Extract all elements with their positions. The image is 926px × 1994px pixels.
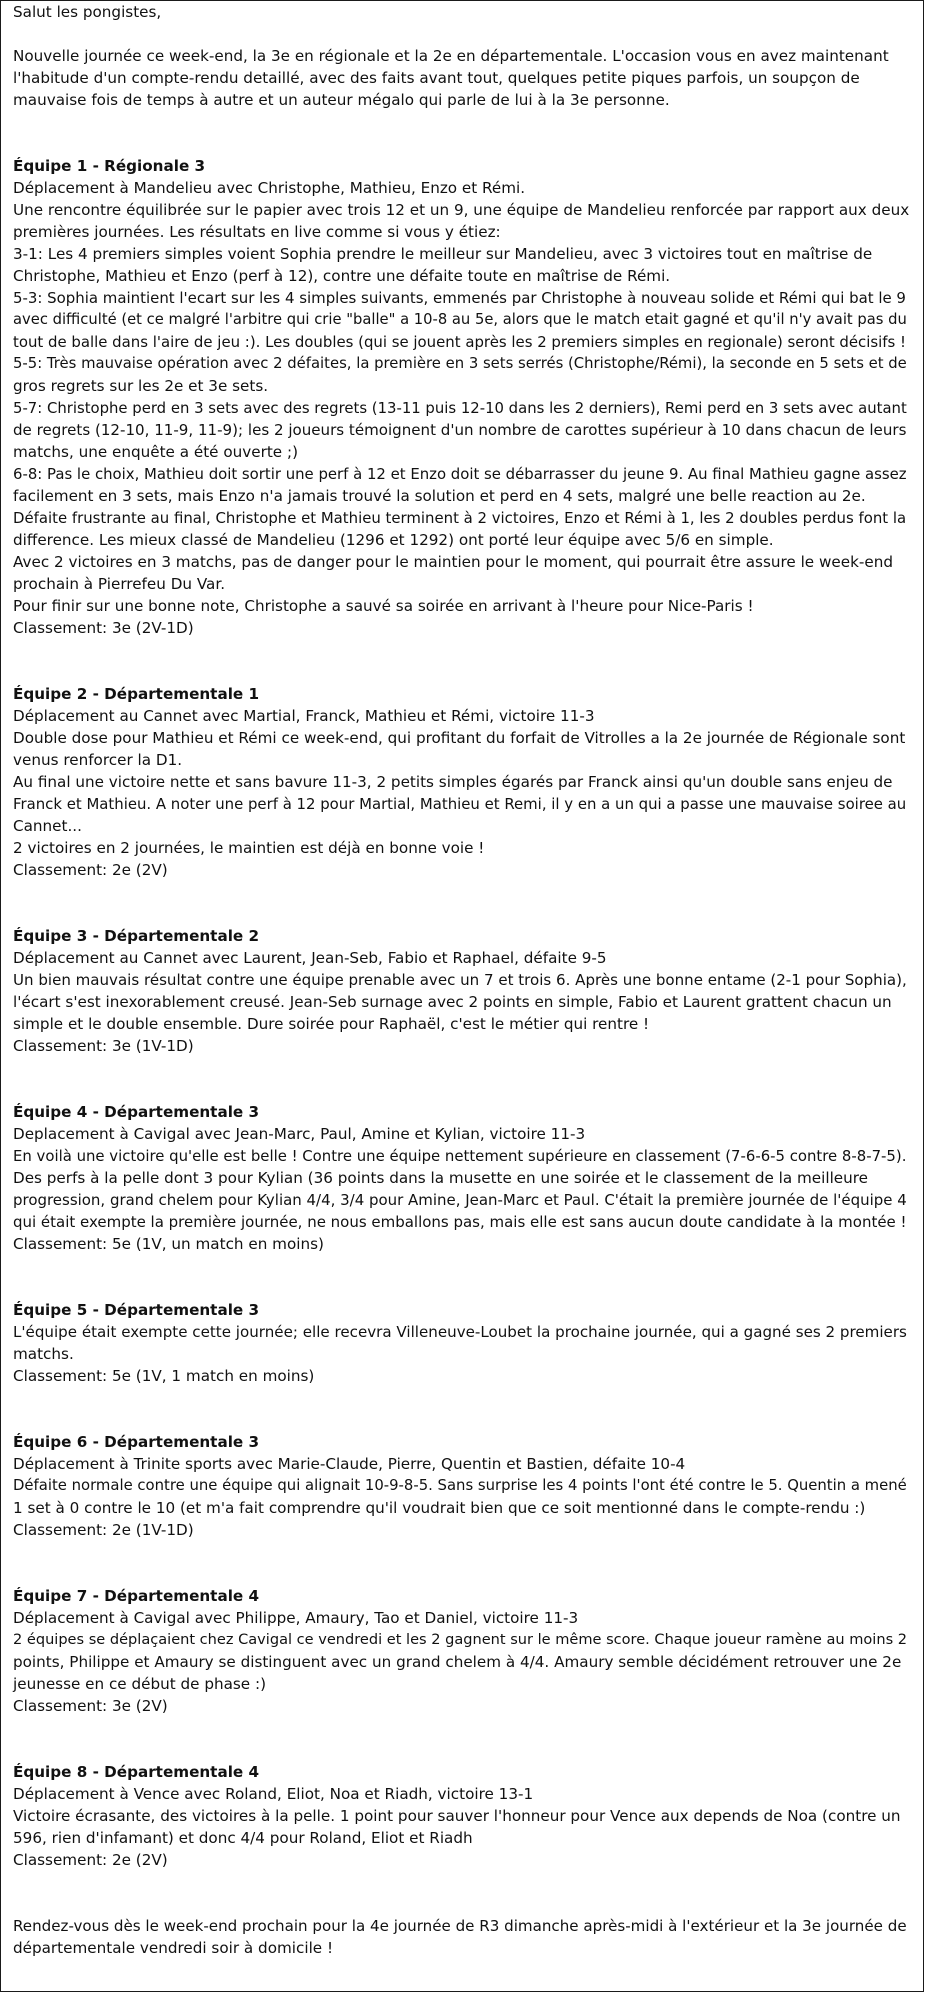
team-line: Défaite normale contre une équipe qui alignait 10-9-8-5. Sans surprise les 4 points l'ont été contre le 5. Quentin a mené — [13, 1477, 907, 1494]
team-title: Équipe 3 - Départementale 2 — [13, 927, 260, 945]
team-line: qui était exempte la première journée, ne nous emballons pas, mais elle est sans aucun doute candidate à la montée ! — [13, 1213, 907, 1231]
team-title: Équipe 4 - Départementale 3 — [13, 1103, 260, 1121]
team-line: Deplacement à Cavigal avec Jean-Marc, Paul, Amine et Kylian, victoire 11-3 — [13, 1125, 586, 1143]
team-section-8 — [13, 1761, 911, 1871]
team-line: progression, grand chelem pour Kylian 4/4, 3/4 pour Amine, Jean-Marc et Paul. C'était la première journée de l'équipe 4 — [13, 1191, 907, 1209]
team-line: Défaite frustrante au final, Christophe et Mathieu terminent à 2 victoires, Enzo et Rémi à 1, les 2 doubles perdus font la — [13, 509, 907, 527]
team-title: Équipe 1 - Régionale 3 — [13, 157, 206, 175]
team-line: simple et le double ensemble. Dure soirée pour Raphaël, c'est le métier qui rentre ! — [13, 1015, 650, 1033]
team-title: Équipe 2 - Départementale 1 — [13, 685, 260, 703]
team-section-7 — [13, 1585, 911, 1717]
team-line: 2 équipes se déplaçaient chez Cavigal ce vendredi et les 2 gagnent sur le même score. Chaque joueur ramène au moins 2 — [13, 1631, 908, 1648]
team-line: premières journées. Les résultats en live comme si vous y étiez: — [13, 223, 501, 241]
team-line: 3-1: Les 4 premiers simples voient Sophia prendre le meilleur sur Mandelieu, avec 3 victoires tout en maîtrise de — [13, 245, 873, 263]
team-line: Déplacement à Mandelieu avec Christophe, Mathieu, Enzo et Rémi. — [13, 179, 526, 197]
team-line: Déplacement à Vence avec Roland, Eliot, Noa et Riadh, victoire 13-1 — [13, 1785, 534, 1803]
report-body — [1, 1, 923, 1959]
team-line: Double dose pour Mathieu et Rémi ce week-end, qui profitant du forfait de Vitrolles a la 2e journée de Régionale sont — [13, 729, 906, 747]
team-line: 2 victoires en 2 journées, le maintien est déjà en bonne voie ! — [13, 839, 485, 857]
team-title: Équipe 8 - Départementale 4 — [13, 1763, 260, 1781]
team-ranking: Classement: 2e (2V) — [13, 1851, 168, 1869]
team-line: Déplacement au Cannet avec Laurent, Jean-Seb, Fabio et Raphael, défaite 9-5 — [13, 949, 607, 967]
team-line: Christophe, Mathieu et Enzo (perf à 12), contre une défaite toute en maîtrise de Rémi. — [13, 267, 671, 285]
team-line: prochain à Pierrefeu Du Var. — [13, 575, 226, 593]
team-line: 6-8: Pas le choix, Mathieu doit sortir une perf à 12 et Enzo doit se débarrasser du jeune 9. Au final Mathieu gagne assez — [13, 465, 907, 483]
closing-line: départementale vendredi soir à domicile ! — [13, 1939, 334, 1957]
team-title: Équipe 5 - Départementale 3 — [13, 1301, 260, 1319]
team-line: Pour finir sur une bonne note, Christophe a sauvé sa soirée en arrivant à l'heure pour Nice-Paris ! — [13, 597, 754, 615]
team-line: Un bien mauvais résultat contre une équipe prenable avec un 7 et trois 6. Après une bonne entame (2-1 pour Sophia), — [13, 971, 907, 989]
team-line: venus renforcer la D1. — [13, 751, 183, 769]
team-section-1 — [13, 155, 911, 639]
team-ranking: Classement: 3e (2V) — [13, 1697, 168, 1715]
team-line: gros regrets sur les 2e et 3e sets. — [13, 377, 269, 395]
team-line: Au final une victoire nette et sans bavure 11-3, 2 petits simples égarés par Franck ainsi qu'un double sans enjeu de — [13, 773, 893, 791]
team-line: 596, rien d'infamant) et donc 4/4 pour Roland, Eliot et Riadh — [13, 1829, 473, 1847]
team-line: 5-3: Sophia maintient l'ecart sur les 4 simples suivants, emmenés par Christophe à nouveau solide et Rémi qui bat le 9 — [13, 289, 906, 307]
team-section-3 — [13, 925, 911, 1057]
team-title: Équipe 6 - Départementale 3 — [13, 1433, 260, 1451]
team-line: Franck et Mathieu. A noter une perf à 12 pour Martial, Mathieu et Remi, il y en a un qui a passe une mauvaise soiree au — [13, 795, 907, 813]
team-ranking: Classement: 5e (1V, un match en moins) — [13, 1235, 324, 1253]
team-line: matchs. — [13, 1345, 74, 1363]
team-line: jeunesse en ce début de phase :) — [13, 1675, 267, 1693]
team-line: Des perfs à la pelle dont 3 pour Kylian (36 points dans la musette en une soirée et le classement de la meilleure — [13, 1169, 869, 1187]
intro-line: mauvaise fois de temps à autre et un auteur mégalo qui parle de lui à la 3e personne. — [13, 91, 670, 109]
team-line: 1 set à 0 contre le 10 (et m'a fait comprendre qu'il voudrait bien que ce soit mentionné dans le compte-rendu :) — [13, 1499, 866, 1517]
team-ranking: Classement: 2e (2V) — [13, 861, 168, 879]
team-line: matchs, une enquête a été ouverte ;) — [13, 443, 298, 461]
team-line: facilement en 3 sets, mais Enzo n'a jamais trouvé la solution et perd en 4 sets, malgré une belle reaction au 2e. — [13, 487, 866, 505]
team-line: de regrets (12-10, 11-9, 11-9); les 2 joueurs témoignent d'un nombre de carottes supérieur à 10 dans chacun de leurs — [13, 421, 907, 439]
team-line: avec difficulté (et ce malgré l'arbitre qui crie "balle" a 10-8 au 5e, alors que le match etait gagné et qu'il n'y avait pas du — [13, 311, 907, 328]
team-ranking: Classement: 3e (2V-1D) — [13, 619, 194, 637]
team-line: Victoire écrasante, des victoires à la pelle. 1 point pour sauver l'honneur pour Vence aux depends de Noa (contre un — [13, 1807, 901, 1825]
team-line: tout de balle dans l'aire de jeu :). Les doubles (qui se jouent après les 2 premiers simples en regionale) seront décisifs ! — [13, 333, 907, 351]
team-ranking: Classement: 3e (1V-1D) — [13, 1037, 194, 1055]
closing-paragraph — [13, 1915, 911, 1959]
team-line: Déplacement au Cannet avec Martial, Franck, Mathieu et Rémi, victoire 11-3 — [13, 707, 595, 725]
team-line: 5-5: Très mauvaise opération avec 2 défaites, la première en 3 sets serrés (Christophe/Rémi), la seconde en 5 sets et de — [13, 355, 907, 372]
team-line: Déplacement à Trinite sports avec Marie-Claude, Pierre, Quentin et Bastien, défaite 10-4 — [13, 1455, 686, 1473]
team-section-6 — [13, 1431, 911, 1541]
team-line: En voilà une victoire qu'elle est belle ! Contre une équipe nettement supérieure en classement (7-6-6-5 contre 8-8-7-5). — [13, 1147, 907, 1165]
team-section-4 — [13, 1101, 911, 1255]
team-line: difference. Les mieux classé de Mandelieu (1296 et 1292) ont porté leur équipe avec 5/6 en simple. — [13, 531, 774, 549]
intro-line: l'habitude d'un compte-rendu detaillé, avec des faits avant tout, quelques petite piques parfois, un soupçon de — [13, 69, 860, 87]
team-ranking: Classement: 5e (1V, 1 match en moins) — [13, 1367, 315, 1385]
closing-line: Rendez-vous dès le week-end prochain pour la 4e journée de R3 dimanche après-midi à l'extérieur et la 3e journée de — [13, 1917, 907, 1935]
intro-line: Nouvelle journée ce week-end, la 3e en régionale et la 2e en départementale. L'occasion vous en avez maintenant — [13, 47, 889, 65]
team-line: points, Philippe et Amaury se distinguent avec un grand chelem à 4/4. Amaury semble décidément retrouver une 2e — [13, 1653, 902, 1671]
team-section-2 — [13, 683, 911, 881]
team-line: 5-7: Christophe perd en 3 sets avec des regrets (13-11 puis 12-10 dans les 2 derniers), Remi perd en 3 sets avec autant — [13, 399, 907, 417]
team-line: Cannet... — [13, 817, 82, 835]
greeting: Salut les pongistes, — [13, 3, 162, 21]
team-title: Équipe 7 - Départementale 4 — [13, 1587, 260, 1605]
team-line: Déplacement à Cavigal avec Philippe, Amaury, Tao et Daniel, victoire 11-3 — [13, 1609, 579, 1627]
team-line: Une rencontre équilibrée sur le papier avec trois 12 et un 9, une équipe de Mandelieu renforcée par rapport aux deux — [13, 201, 910, 219]
team-ranking: Classement: 2e (1V-1D) — [13, 1521, 194, 1539]
team-section-5 — [13, 1299, 911, 1387]
intro-paragraph — [13, 45, 911, 111]
team-line: L'équipe était exempte cette journée; elle recevra Villeneuve-Loubet la prochaine journée, qui a gagné ses 2 premiers — [13, 1323, 907, 1341]
team-line: Avec 2 victoires en 3 matchs, pas de danger pour le maintien pour le moment, qui pourrait être assure le week-end — [13, 553, 893, 571]
team-line: l'écart s'est inexorablement creusé. Jean-Seb surnage avec 2 points en simple, Fabio et Laurent grattent chacun un — [13, 993, 892, 1011]
